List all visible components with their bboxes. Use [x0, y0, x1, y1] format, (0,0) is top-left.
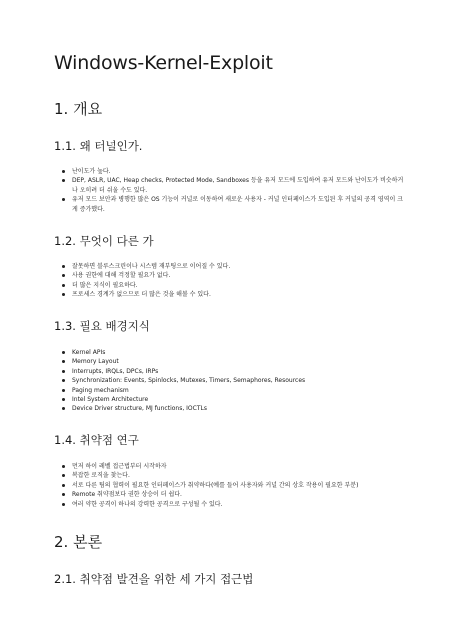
list-item: Synchronization: Events, Spinlocks, Mutexes, Timers, Semaphores, Resources	[62, 376, 407, 385]
list-item: 잘못하면 블루스크린이나 시스템 재부팅으로 이어질 수 있다.	[62, 262, 407, 271]
section-heading-overview: 1. 개요	[54, 100, 103, 118]
list-item: Memory Layout	[62, 357, 407, 366]
subsection-heading-background: 1.3. 필요 배경지식	[54, 319, 150, 333]
document-title: Windows-Kernel-Exploit	[54, 52, 273, 74]
list-item: Paging mechanism	[62, 386, 407, 395]
list-item: 먼저 하이 레벨 접근법부터 시작하자	[62, 462, 407, 471]
list-item: 서로 다른 팀의 협력이 필요한 인터페이스가 취약하다(예를 들어 사용자와 커널 간의 상호 작용이 필요한 부분)	[62, 481, 407, 490]
subsection-heading-differences: 1.2. 무엇이 다른 가	[54, 234, 154, 248]
list-item: DEP, ASLR, UAC, Heap checks, Protected Mode, Sandboxes 등을 유저 모드에 도입하여 유저 모드와 난이도가 비슷하거나 오히려 더 쉬울 수도 있다.	[62, 176, 407, 195]
list-item: 사용 권한에 대해 걱정할 필요가 없다.	[62, 271, 407, 280]
subsection-heading-why-kernel: 1.1. 왜 터널인가.	[54, 139, 143, 153]
list-item: Remote 취약점보다 권한 상승이 더 쉽다.	[62, 490, 407, 499]
list-item: 난이도가 높다.	[62, 167, 407, 176]
list-item: 여러 약한 공격이 하나의 강력한 공격으로 구성될 수 있다.	[62, 500, 407, 509]
list-item: Interrupts, IRQLs, DPCs, IRPs	[62, 367, 407, 376]
list-item: 유저 모드 보안과 병행한 많은 OS 기능이 커널로 이동하여 새로운 사용자 - 커널 인터페이스가 도입된 후 커널의 공격 영역이 크게 증가했다.	[62, 195, 407, 214]
list-item: 더 많은 지식이 필요하다.	[62, 281, 407, 290]
subsection-heading-vuln-research: 1.4. 취약점 연구	[54, 433, 139, 447]
list-item: Kernel APIs	[62, 348, 407, 357]
background-list	[62, 348, 407, 414]
list-item: Intel System Architecture	[62, 395, 407, 404]
vuln-research-list	[62, 462, 407, 509]
why-kernel-list	[62, 167, 407, 214]
differences-list	[62, 262, 407, 300]
subsection-heading-three-approaches: 2.1. 취약점 발견을 위한 세 가지 접근법	[54, 572, 254, 586]
section-heading-main: 2. 본론	[54, 533, 103, 551]
list-item: 프로세스 경계가 없으므로 더 많은 것을 해볼 수 있다.	[62, 290, 407, 299]
list-item: Device Driver structure, MJ functions, IOCTLs	[62, 404, 407, 413]
list-item: 복잡한 로직을 찾는다.	[62, 471, 407, 480]
